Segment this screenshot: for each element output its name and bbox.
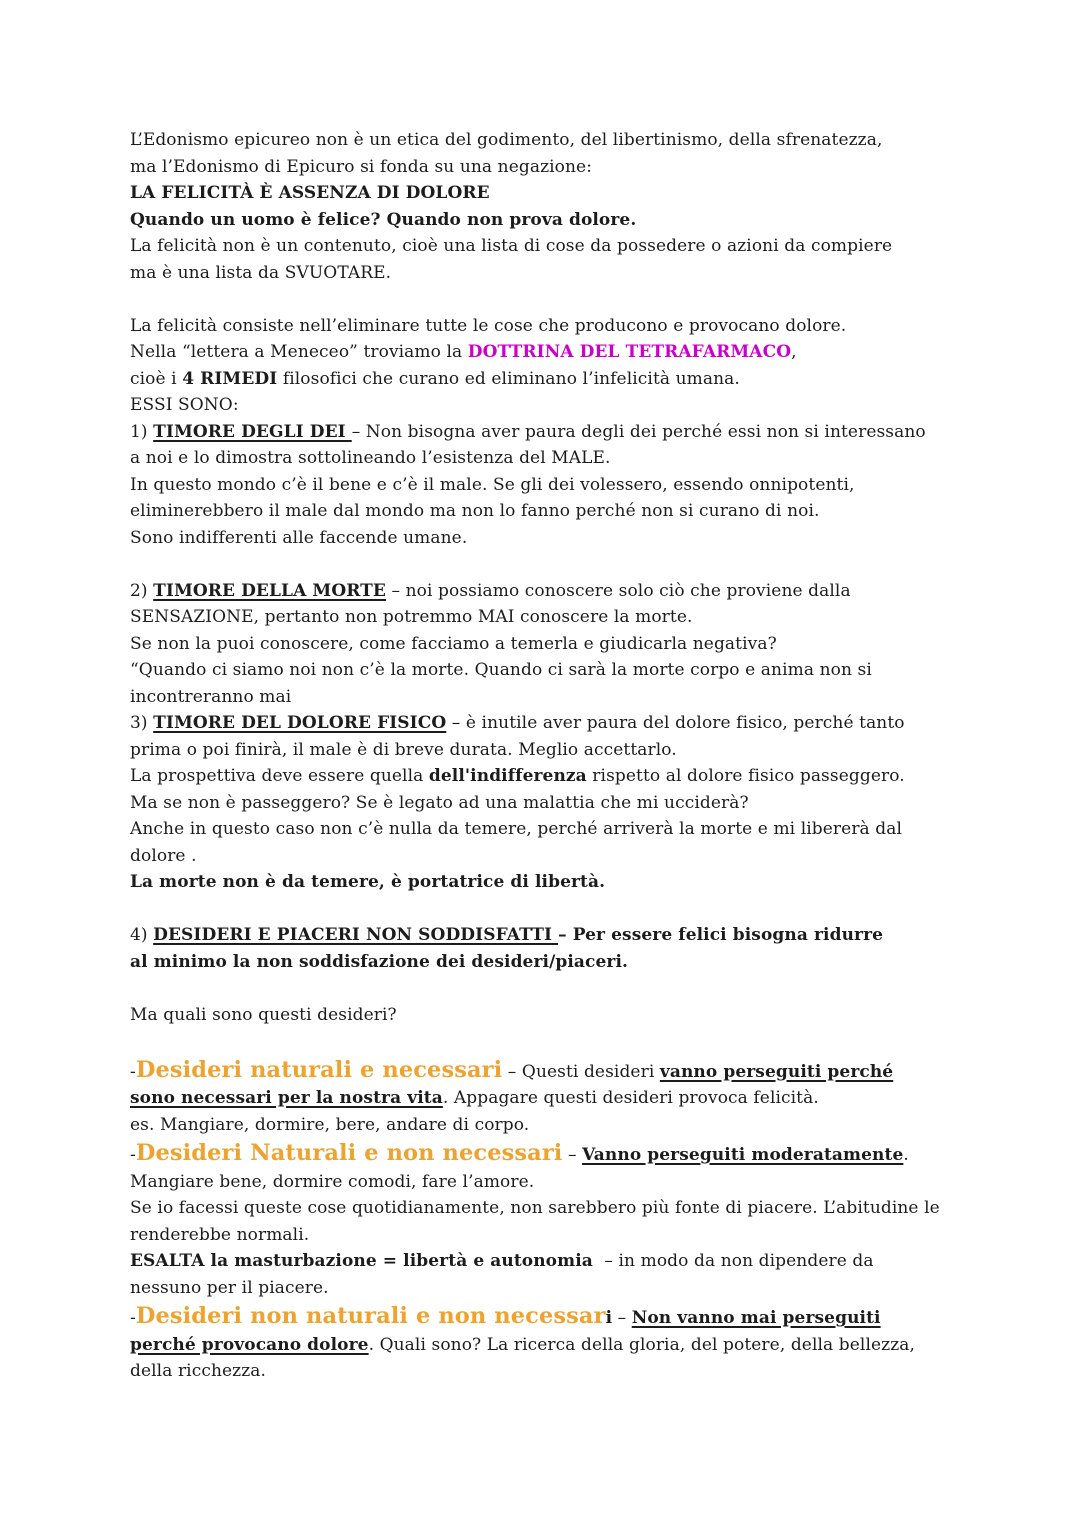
- paragraph-25: [130, 763, 948, 790]
- text-run: ma l’Edonismo di Epicuro si fonda su una negazione:: [130, 156, 593, 177]
- underlined-run: TIMORE DELLA MORTE: [153, 580, 386, 601]
- text-run: ,: [791, 342, 797, 362]
- text-run: -: [130, 1061, 136, 1082]
- paragraph-16: [130, 525, 948, 552]
- text-run: .: [903, 1145, 909, 1165]
- underlined-run: perché provocano dolore: [130, 1334, 369, 1355]
- text-run: Ma quali sono questi desideri?: [130, 1004, 397, 1025]
- text-run: Se non la puoi conoscere, come facciamo a temerla e giudicarla negativa?: [130, 633, 777, 654]
- text-run: renderebbe normali.: [130, 1224, 310, 1245]
- document-body: [130, 127, 948, 1385]
- paragraph-19: [130, 604, 948, 631]
- paragraph-31: [130, 922, 948, 949]
- paragraph-37: [130, 1085, 948, 1112]
- text-run: nessuno per il piacere.: [130, 1277, 329, 1298]
- underlined-run: vanno perseguiti perché: [659, 1061, 894, 1082]
- orange-heading-run: Desideri Naturali e non necessari: [135, 1140, 563, 1166]
- text-run: 3): [130, 713, 154, 733]
- text-run: dolore .: [130, 845, 197, 866]
- paragraph-40: [130, 1169, 948, 1196]
- text-run: a noi e lo dimostra sottolineando l’esistenza del MALE.: [130, 448, 611, 468]
- orange-heading-run: Desideri non naturali e non necessar: [135, 1303, 606, 1329]
- text-run: –: [612, 1308, 632, 1328]
- text-run: – in modo da non dipendere da: [598, 1251, 874, 1271]
- text-run: i: [605, 1308, 613, 1328]
- text-run: Quando un uomo è felice? Quando non prova dolore.: [130, 209, 637, 230]
- text-run: . Appagare questi desideri provoca felicità.: [442, 1088, 819, 1108]
- underlined-run: DESIDERI E PIACERI NON SODDISFATTI: [153, 925, 559, 945]
- text-run: filosofici che curano ed eliminano l’infelicità umana.: [277, 368, 740, 389]
- paragraph-8: [130, 313, 948, 340]
- paragraph-34: [130, 1002, 948, 1029]
- text-run: ESSI SONO:: [130, 395, 239, 415]
- paragraph-3: [130, 180, 948, 207]
- text-run: es. Mangiare, dormire, bere, andare di corpo.: [130, 1114, 530, 1135]
- text-run: 1): [130, 421, 154, 442]
- paragraph-26: [130, 790, 948, 817]
- text-run: “Quando ci siamo noi non c’è la morte. Quando ci sarà la morte corpo e anima non si: [130, 660, 872, 680]
- text-run: La prospettiva deve essere quella: [130, 766, 429, 786]
- text-run: La felicità consiste nell’eliminare tutte le cose che producono e provocano dolore.: [130, 315, 847, 336]
- text-run: incontreranno mai: [130, 686, 292, 707]
- text-run: –: [562, 1145, 583, 1165]
- paragraph-13: [130, 445, 948, 472]
- paragraph-2: [130, 154, 948, 181]
- paragraph-29: [130, 869, 948, 896]
- paragraph-47: [130, 1358, 948, 1385]
- paragraph-39: [130, 1138, 948, 1169]
- text-run: . Quali sono? La ricerca della gloria, del potere, della bellezza,: [368, 1334, 916, 1355]
- text-run: -: [130, 1308, 136, 1328]
- text-run: Sono indifferenti alle faccende umane.: [130, 527, 468, 548]
- blank-line: [130, 896, 948, 923]
- text-run: La felicità non è un contenuto, cioè una lista di cose da possedere o azioni da compiere: [130, 236, 893, 256]
- paragraph-36: [130, 1055, 948, 1086]
- underlined-run: sono necessari per la nostra vita: [130, 1088, 443, 1108]
- paragraph-4: [130, 207, 948, 234]
- paragraph-9: [130, 339, 948, 366]
- underlined-run: Vanno perseguiti moderatamente: [582, 1145, 904, 1165]
- paragraph-5: [130, 233, 948, 260]
- paragraph-42: [130, 1222, 948, 1249]
- text-run: L’Edonismo epicureo non è un etica del godimento, del libertinismo, della sfrenatezza,: [130, 130, 883, 150]
- paragraph-41: [130, 1195, 948, 1222]
- underlined-run: TIMORE DEGLI DEI: [153, 421, 352, 442]
- text-run: della ricchezza.: [130, 1361, 267, 1381]
- paragraph-24: [130, 737, 948, 764]
- paragraph-44: [130, 1275, 948, 1302]
- text-run: In questo mondo c’è il bene e c’è il male. Se gli dei volessero, essendo onnipotenti,: [130, 474, 855, 495]
- magenta-emphasis-run: DOTTRINA DEL TETRAFARMACO: [467, 342, 792, 362]
- paragraph-22: [130, 684, 948, 711]
- paragraph-32: [130, 949, 948, 976]
- paragraph-45: [130, 1301, 948, 1332]
- paragraph-38: [130, 1112, 948, 1139]
- text-run: Mangiare bene, dormire comodi, fare l’amore.: [130, 1171, 535, 1192]
- paragraph-20: [130, 631, 948, 658]
- paragraph-46: [130, 1332, 948, 1359]
- paragraph-6: [130, 260, 948, 287]
- paragraph-18: [130, 578, 948, 605]
- text-run: eliminerebbero il male dal mondo ma non lo fanno perché non si curano di noi.: [130, 501, 820, 521]
- text-run: Ma se non è passeggero? Se è legato ad una malattia che mi ucciderà?: [130, 792, 749, 813]
- text-run: 4): [130, 925, 154, 945]
- text-run: ESALTA la masturbazione = libertà e autonomia: [130, 1251, 599, 1271]
- paragraph-21: [130, 657, 948, 684]
- paragraph-10: [130, 366, 948, 393]
- text-run: ma è una lista da SVUOTARE.: [130, 262, 392, 283]
- paragraph-14: [130, 472, 948, 499]
- text-run: La morte non è da temere, è portatrice di libertà.: [130, 872, 606, 892]
- text-run: 4 RIMEDI: [182, 368, 278, 389]
- blank-line: [130, 1028, 948, 1055]
- blank-line: [130, 551, 948, 578]
- underlined-run: TIMORE DEL DOLORE FISICO: [153, 713, 447, 733]
- orange-heading-run: Desideri naturali e necessari: [135, 1056, 503, 1083]
- paragraph-28: [130, 843, 948, 870]
- text-run: – noi possiamo conoscere solo ciò che proviene dalla: [385, 580, 851, 601]
- text-run: al minimo la non soddisfazione dei desideri/piaceri.: [130, 951, 629, 972]
- text-run: 2): [130, 580, 154, 601]
- blank-line: [130, 286, 948, 313]
- text-run: – Non bisogna aver paura degli dei perché essi non si interessano: [351, 421, 926, 442]
- text-run: prima o poi finirà, il male è di breve durata. Meglio accettarlo.: [130, 739, 677, 760]
- text-run: – Per essere felici bisogna ridurre: [558, 925, 884, 945]
- paragraph-43: [130, 1248, 948, 1275]
- paragraph-27: [130, 816, 948, 843]
- paragraph-1: [130, 127, 948, 154]
- underlined-run: Non vanno mai perseguiti: [631, 1308, 881, 1328]
- paragraph-15: [130, 498, 948, 525]
- text-run: – Questi desideri: [502, 1061, 660, 1082]
- text-run: – è inutile aver paura del dolore fisico, perché tanto: [446, 713, 905, 733]
- text-run: LA FELICITÀ È ASSENZA DI DOLORE: [130, 183, 490, 203]
- text-run: Anche in questo caso non c’è nulla da temere, perché arriverà la morte e mi libererà dal: [130, 819, 903, 839]
- blank-line: [130, 975, 948, 1002]
- text-run: -: [130, 1145, 136, 1165]
- text-run: Se io facessi queste cose quotidianamente, non sarebbero più fonte di piacere. L’abitudine le: [130, 1198, 940, 1218]
- paragraph-23: [130, 710, 948, 737]
- text-run: Nella “lettera a Meneceo” troviamo la: [130, 342, 468, 362]
- paragraph-11: [130, 392, 948, 419]
- text-run: SENSAZIONE, pertanto non potremmo MAI conoscere la morte.: [130, 607, 693, 627]
- paragraph-12: [130, 419, 948, 446]
- text-run: rispetto al dolore fisico passeggero.: [586, 766, 905, 786]
- text-run: dell'indifferenza: [428, 766, 587, 786]
- text-run: cioè i: [130, 368, 183, 389]
